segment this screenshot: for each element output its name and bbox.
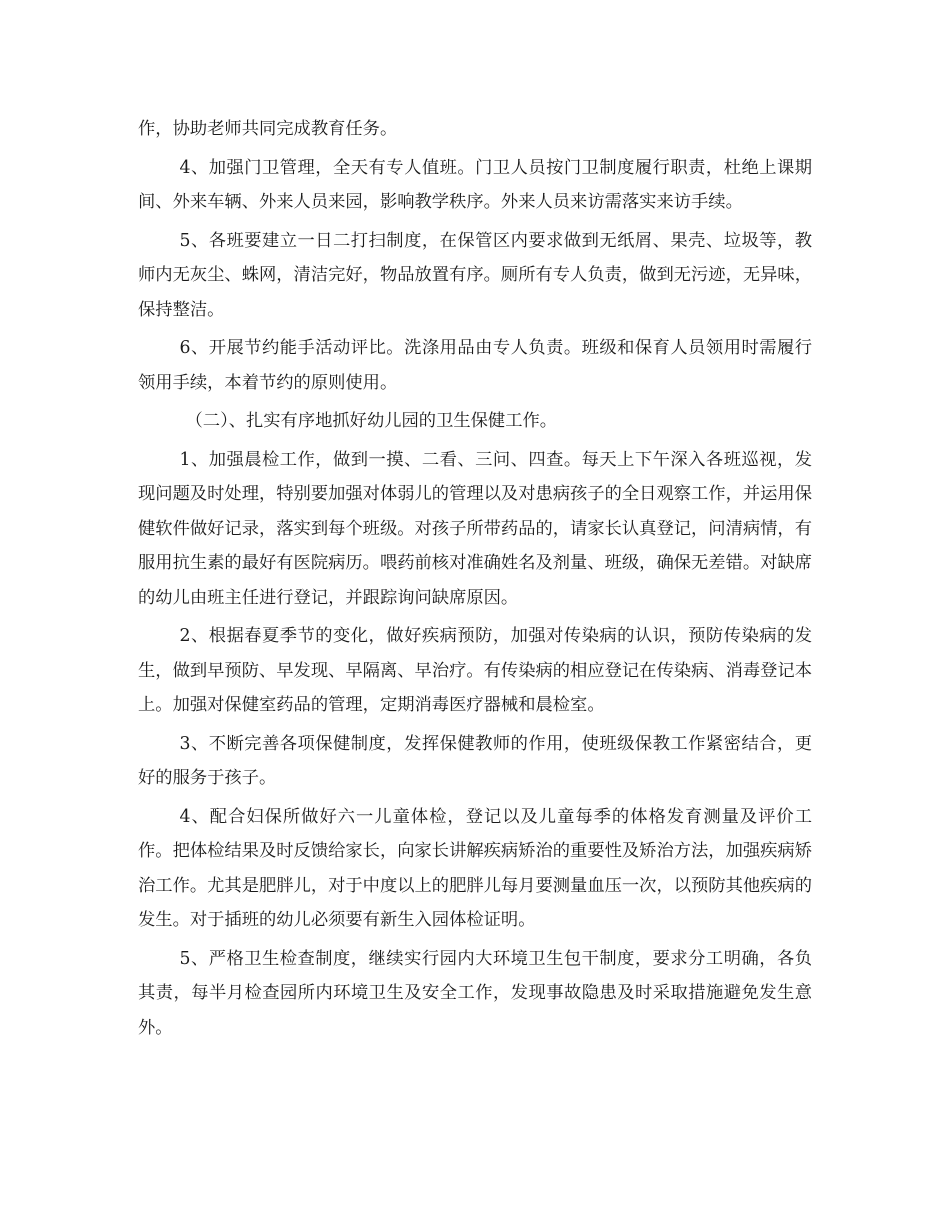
paragraph-health-item-5: 5、严格卫生检查制度，继续实行园内大环境卫生包干制度，要求分工明确，各负其责，每半月检查园所内环境卫生及安全工作，发现事故隐患及时采取措施避免发生意外。	[138, 948, 812, 1038]
paragraph-health-item-2: 2、根据春夏季节的变化，做好疾病预防，加强对传染病的认识，预防传染病的发生，做到早预防、早发现、早隔离、早治疗。有传染病的相应登记在传染病、消毒登记本上。加强对保健室药品的管理，定期消毒医疗器械和晨检室。	[138, 626, 812, 715]
section-heading-health: （二）、扎实有序地抓好幼儿园的卫生保健工作。	[185, 411, 558, 431]
paragraph-item-5-cleaning: 5、各班要建立一日二打扫制度，在保管区内要求做到无纸屑、果壳、垃圾等，教师内无灰尘、蛛网，清洁完好，物品放置有序。厕所有专人负责，做到无污迹，无异味，保持整洁。	[138, 230, 812, 320]
paragraph-item-4-gate: 4、加强门卫管理，全天有专人值班。门卫人员按门卫制度履行职责，杜绝上课期间、外来车辆、外来人员来园，影响教学秩序。外来人员来访需落实来访手续。	[138, 157, 812, 212]
paragraph-continuation: 作，协助老师共同完成教育任务。	[138, 119, 398, 139]
paragraph-health-item-3: 3、不断完善各项保健制度，发挥保健教师的作用，使班级保教工作紧密结合，更好的服务于孩子。	[138, 733, 812, 788]
paragraph-health-item-4: 4、配合妇保所做好六一儿童体检，登记以及儿童每季的体格发育测量及评价工作。把体检结果及时反馈给家长，向家长讲解疾病矫治的重要性及矫治方法，加强疾病矫治工作。尤其是肥胖儿，对于中度以上的肥胖儿每月要测量血压一次，以预防其他疾病的发生。对于插班的幼儿必须要有新生入园体检证明。	[138, 806, 812, 930]
paragraph-health-item-1: 1、加强晨检工作，做到一摸、二看、三问、四查。每天上下午深入各班巡视，发现问题及时处理，特别要加强对体弱儿的管理以及对患病孩子的全日观察工作，并运用保健软件做好记录，落实到每个班级。对孩子所带药品的，请家长认真登记，问清病情，有服用抗生素的最好有医院病历。喂药前核对准确姓名及剂量、班级，确保无差错。对缺席的幼儿由班主任进行登记，并跟踪询问缺席原因。	[138, 449, 812, 608]
paragraph-item-6-saving: 6、开展节约能手活动评比。洗涤用品由专人负责。班级和保育人员领用时需履行领用手续，本着节约的原则使用。	[138, 338, 812, 393]
